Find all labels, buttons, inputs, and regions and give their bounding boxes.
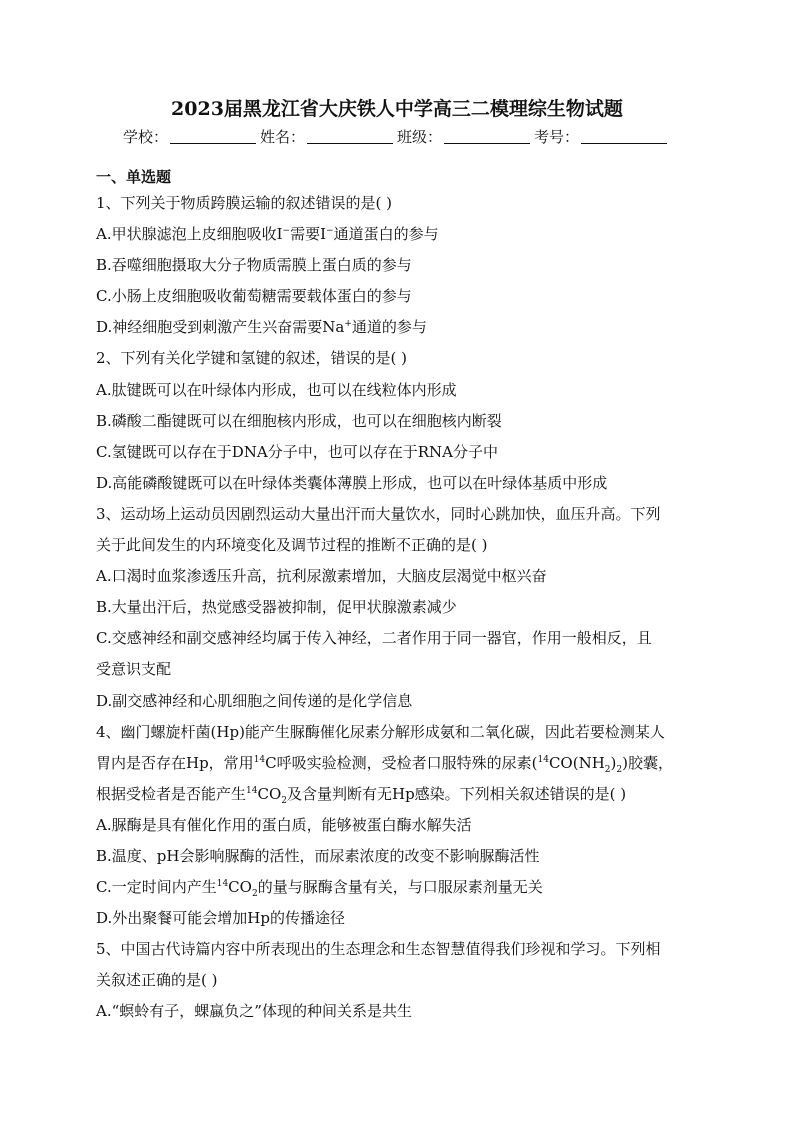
stem-text: CO: [257, 784, 282, 803]
option-c: [96, 872, 700, 903]
option-text: CO: [228, 878, 252, 897]
section-heading: 一、单选题: [96, 168, 172, 186]
superscript: 14: [216, 879, 229, 890]
school-label: 学校：: [122, 128, 168, 146]
name-blank[interactable]: [307, 129, 393, 144]
subscript: 2: [604, 764, 611, 775]
exam-title: 2023届黑龙江省大庆铁人中学高三二模理综生物试题: [171, 98, 623, 120]
name-field: [260, 126, 397, 148]
option-b: B.磷酸二酯键既可以在细胞核内形成，也可以在细胞核内断裂: [96, 411, 502, 430]
option-a: [96, 219, 700, 250]
question-stem: 2、下列有关化学键和氢键的叙述，错误的是( ): [96, 349, 408, 368]
subscript: 2: [616, 764, 623, 775]
exam-number-field: [534, 126, 671, 148]
option-c-line-1: C.交感神经和副交感神经均属于传入神经，二者作用于同一器官，作用一般相反，且: [96, 629, 652, 648]
class-label: 班级：: [397, 128, 443, 146]
name-label: 姓名：: [259, 128, 305, 146]
stem-text: CO(NH: [548, 753, 605, 772]
stem-text: )胶囊，: [622, 753, 673, 772]
question-4: [96, 717, 700, 935]
school-field: [123, 126, 260, 148]
option-c: C.小肠上皮细胞吸收葡萄糖需要载体蛋白的参与: [96, 287, 412, 306]
question-stem: 1、下列关于物质跨膜运输的叙述错误的是( ): [96, 194, 393, 212]
question-stem-line-1: 4、幽门螺旋杆菌(Hp)能产生脲酶催化尿素分解形成氨和二氧化碳，因此若要检测某人: [96, 722, 665, 741]
exam-number-blank[interactable]: [581, 129, 667, 144]
question-stem-line-1: 5、中国古代诗篇内容中所表现出的生态理念和生态智慧值得我们珍视和学习。下列相: [96, 940, 661, 959]
exam-number-label: 考号：: [534, 128, 580, 146]
class-blank[interactable]: [444, 129, 530, 144]
subscript: 2: [251, 889, 258, 900]
option-a: A.口渴时血浆渗透压升高，抗利尿激素增加，大脑皮层渴觉中枢兴奋: [96, 567, 547, 586]
question-content: [96, 166, 700, 1028]
option-a: A.“螟蛉有子，蜾蠃负之”体现的种间关系是共生: [96, 1002, 412, 1021]
option-text: 通道蛋白的参与: [333, 225, 439, 244]
option-b: B.大量出汗后，热觉感受器被抑制，促甲状腺激素减少: [96, 598, 457, 617]
option-text: D.神经细胞受到刺激产生兴奋需要Na: [96, 318, 345, 337]
question-stem-line-2: [96, 748, 700, 779]
superscript: 14: [253, 754, 266, 765]
question-2: [96, 343, 700, 498]
stem-text: 根据受检者是否能产生: [96, 784, 247, 803]
question-3: [96, 499, 700, 717]
school-blank[interactable]: [170, 129, 256, 144]
option-b: B.吞噬细胞摄取大分子物质需膜上蛋白质的参与: [96, 256, 412, 275]
subscript: 2: [281, 795, 287, 806]
student-info-row: [0, 126, 794, 148]
option-b: B.温度、pH会影响脲酶的活性，而尿素浓度的改变不影响脲酶活性: [96, 846, 540, 865]
superscript: −: [282, 226, 291, 237]
option-d: D.外出聚餐可能会增加Hp的传播途径: [96, 909, 345, 928]
superscript: 14: [246, 785, 258, 796]
superscript: −: [326, 226, 334, 237]
question-5: [96, 934, 700, 1027]
option-c: C.氢键既可以存在于DNA分子中，也可以存在于RNA分子中: [96, 442, 498, 461]
question-stem-line-2: 关于此间发生的内环境变化及调节过程的推断不正确的是( ): [96, 536, 488, 555]
question-1: [96, 188, 700, 343]
option-a: A.脲酶是具有催化作用的蛋白质，能够被蛋白酶水解失活: [96, 815, 472, 834]
class-field: [397, 126, 534, 148]
option-text: 的量与脲酶含量有关，与口服尿素剂量无关: [257, 878, 543, 897]
option-d: [96, 312, 700, 343]
question-stem-line-3: [96, 779, 700, 810]
option-d: D.副交感神经和心肌细胞之间传递的是化学信息: [96, 691, 413, 710]
stem-text: 胃内是否存在Hp，常用: [96, 753, 254, 772]
superscript: +: [344, 319, 352, 330]
option-text: A.甲状腺滤泡上皮细胞吸收I: [96, 225, 283, 244]
stem-text: C呼吸实验检测，受检者口服特殊的尿素(: [265, 753, 538, 772]
question-stem-line-2: 关叙述正确的是( ): [96, 971, 218, 990]
option-text: 需要I: [290, 225, 327, 244]
option-a: A.肽键既可以在叶绿体内形成，也可以在线粒体内形成: [96, 380, 457, 399]
stem-text: ): [610, 753, 617, 772]
stem-text: 及含量判断有无Hp感染。下列相关叙述错误的是( ): [286, 784, 627, 803]
question-stem-line-1: 3、运动场上运动员因剧烈运动大量出汗而大量饮水，同时心跳加快，血压升高。下列: [96, 504, 661, 523]
option-c-line-2: 受意识支配: [96, 660, 172, 679]
option-d: D.高能磷酸键既可以在叶绿体类囊体薄膜上形成，也可以在叶绿体基质中形成: [96, 473, 608, 492]
option-text: C.一定时间内产生: [96, 878, 217, 897]
option-text: 通道的参与: [351, 318, 427, 337]
superscript: 14: [537, 754, 549, 765]
